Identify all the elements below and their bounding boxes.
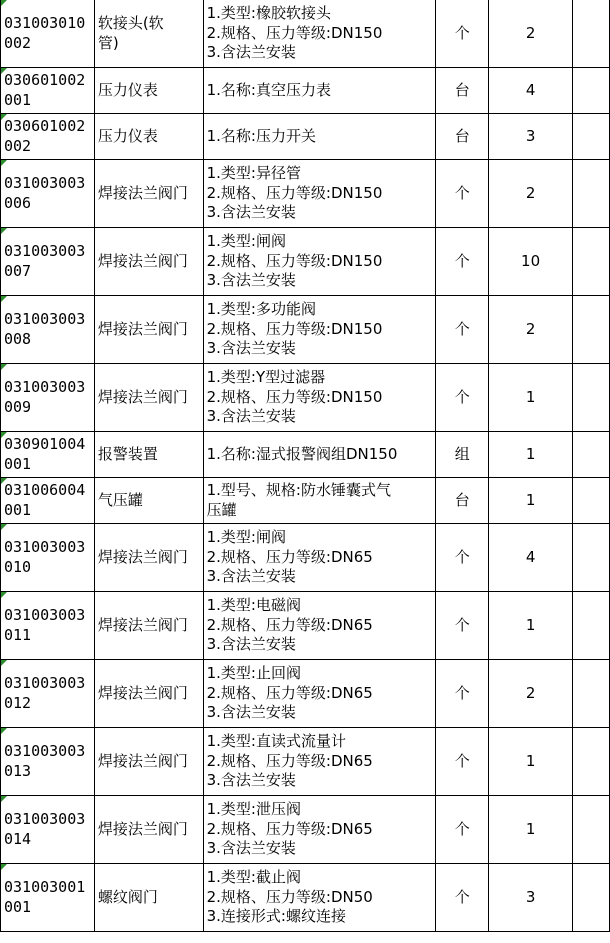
item-features-text: 1.类型:闸阀 2.规格、压力等级:DN150 3.含法兰安装 xyxy=(206,232,383,290)
item-code-cell[interactable] xyxy=(1,68,95,114)
item-code-text: 031003003 009 xyxy=(4,378,86,416)
item-name-text: 焊接法兰阀门 xyxy=(97,547,188,566)
item-name-text: 螺纹阀门 xyxy=(97,887,158,906)
table-row[interactable] xyxy=(1,160,610,228)
quantity-text: 3 xyxy=(525,126,536,145)
table-row[interactable] xyxy=(1,660,610,728)
unit-text: 个 xyxy=(454,319,470,338)
unit-cell[interactable] xyxy=(436,296,489,364)
cell-marker-icon xyxy=(1,114,7,120)
item-features-text: 1.类型:多功能阀 2.规格、压力等级:DN150 3.含法兰安装 xyxy=(206,300,383,358)
unit-text: 个 xyxy=(454,751,470,770)
quantity-text: 2 xyxy=(525,183,536,202)
item-features-text: 1.类型:直读式流量计 2.规格、压力等级:DN65 3.含法兰安装 xyxy=(206,732,373,790)
unit-text: 个 xyxy=(454,183,470,202)
table-row[interactable] xyxy=(1,864,610,932)
blank-cell[interactable] xyxy=(573,864,610,932)
item-features-text: 1.类型:橡胶软接头 2.规格、压力等级:DN150 3.含法兰安装 xyxy=(206,4,383,62)
item-features-text: 1.类型:Y型过滤器 2.规格、压力等级:DN150 3.含法兰安装 xyxy=(206,368,383,426)
item-name-text: 压力仪表 xyxy=(97,80,158,99)
unit-cell[interactable] xyxy=(436,0,489,68)
item-name-cell[interactable] xyxy=(94,660,203,728)
unit-text: 个 xyxy=(454,547,470,566)
item-features-text: 1.名称:湿式报警阀组DN150 xyxy=(206,444,398,463)
item-code-text: 031003003 011 xyxy=(4,606,86,644)
item-code-text: 031003003 007 xyxy=(4,242,86,280)
item-code-text: 031003003 006 xyxy=(4,174,86,212)
item-features-cell[interactable] xyxy=(203,68,436,114)
item-name-text: 焊接法兰阀门 xyxy=(97,183,188,202)
item-name-cell[interactable] xyxy=(94,228,203,296)
item-code-cell[interactable] xyxy=(1,0,95,68)
item-code-text: 031003003 008 xyxy=(4,310,86,348)
quantity-text: 4 xyxy=(525,547,536,566)
item-code-text: 030601002 001 xyxy=(4,71,86,109)
blank-cell[interactable] xyxy=(573,592,610,660)
cell-marker-icon xyxy=(1,364,7,370)
item-features-cell[interactable] xyxy=(203,478,436,524)
item-features-cell[interactable] xyxy=(203,592,436,660)
item-features-text: 1.类型:异径管 2.规格、压力等级:DN150 3.含法兰安装 xyxy=(206,164,383,222)
item-code-cell[interactable] xyxy=(1,864,95,932)
quantity-cell[interactable] xyxy=(489,432,573,478)
unit-cell[interactable] xyxy=(436,728,489,796)
item-code-text: 031003003 013 xyxy=(4,742,86,780)
item-features-text: 1.名称:真空压力表 xyxy=(206,80,331,99)
item-features-cell[interactable] xyxy=(203,114,436,160)
table-row[interactable] xyxy=(1,432,610,478)
table-row[interactable] xyxy=(1,114,610,160)
unit-cell[interactable] xyxy=(436,432,489,478)
quantity-cell[interactable] xyxy=(489,592,573,660)
quantity-text: 1 xyxy=(525,819,536,838)
item-name-cell[interactable] xyxy=(94,160,203,228)
cell-marker-icon xyxy=(1,160,7,166)
item-name-text: 焊接法兰阀门 xyxy=(97,387,188,406)
cell-marker-icon xyxy=(1,68,7,74)
quantity-cell[interactable] xyxy=(489,0,573,68)
item-features-cell[interactable] xyxy=(203,524,436,592)
item-features-cell[interactable] xyxy=(203,864,436,932)
blank-cell[interactable] xyxy=(573,478,610,524)
item-code-text: 031003003 014 xyxy=(4,810,86,848)
item-name-cell[interactable] xyxy=(94,68,203,114)
item-code-text: 031006004 001 xyxy=(4,481,86,519)
item-features-text: 1.类型:止回阀 2.规格、压力等级:DN65 3.含法兰安装 xyxy=(206,664,373,722)
blank-cell[interactable] xyxy=(573,0,610,68)
quantity-text: 10 xyxy=(521,251,541,270)
item-name-cell[interactable] xyxy=(94,864,203,932)
unit-text: 组 xyxy=(454,444,470,463)
unit-cell[interactable] xyxy=(436,160,489,228)
unit-text: 台 xyxy=(454,126,470,145)
item-name-cell[interactable] xyxy=(94,592,203,660)
item-features-text: 1.类型:泄压阀 2.规格、压力等级:DN65 3.含法兰安装 xyxy=(206,800,373,858)
item-code-text: 031003003 010 xyxy=(4,538,86,576)
table-row[interactable] xyxy=(1,478,610,524)
cell-marker-icon xyxy=(1,728,7,734)
cell-marker-icon xyxy=(1,524,7,530)
unit-text: 台 xyxy=(454,490,470,509)
item-code-cell[interactable] xyxy=(1,364,95,432)
unit-cell[interactable] xyxy=(436,478,489,524)
blank-cell[interactable] xyxy=(573,524,610,592)
item-code-text: 030901004 001 xyxy=(4,435,86,473)
table-row[interactable] xyxy=(1,796,610,864)
quantity-cell[interactable] xyxy=(489,660,573,728)
item-code-cell[interactable] xyxy=(1,524,95,592)
blank-cell[interactable] xyxy=(573,364,610,432)
item-features-cell[interactable] xyxy=(203,0,436,68)
item-code-text: 031003003 012 xyxy=(4,674,86,712)
table-row[interactable] xyxy=(1,296,610,364)
quantity-text: 1 xyxy=(525,490,536,509)
quantity-cell[interactable] xyxy=(489,728,573,796)
blank-cell[interactable] xyxy=(573,114,610,160)
item-code-cell[interactable] xyxy=(1,296,95,364)
quantity-cell[interactable] xyxy=(489,68,573,114)
quantity-cell[interactable] xyxy=(489,478,573,524)
item-code-cell[interactable] xyxy=(1,660,95,728)
item-name-cell[interactable] xyxy=(94,364,203,432)
cell-marker-icon xyxy=(1,660,7,666)
quantity-text: 1 xyxy=(525,615,536,634)
table-row[interactable] xyxy=(1,524,610,592)
item-name-text: 焊接法兰阀门 xyxy=(97,683,188,702)
quantity-cell[interactable] xyxy=(489,364,573,432)
cell-marker-icon xyxy=(1,478,7,484)
item-features-text: 1.型号、规格:防水锤囊式气 压罐 xyxy=(206,481,391,519)
item-name-text: 焊接法兰阀门 xyxy=(97,819,188,838)
cell-marker-icon xyxy=(1,228,7,234)
item-features-text: 1.类型:电磁阀 2.规格、压力等级:DN65 3.含法兰安装 xyxy=(206,596,373,654)
item-features-cell[interactable] xyxy=(203,432,436,478)
blank-cell[interactable] xyxy=(573,160,610,228)
cell-marker-icon xyxy=(1,296,7,302)
blank-cell[interactable] xyxy=(573,296,610,364)
quantity-cell[interactable] xyxy=(489,296,573,364)
quantity-cell[interactable] xyxy=(489,796,573,864)
item-features-cell[interactable] xyxy=(203,728,436,796)
unit-cell[interactable] xyxy=(436,864,489,932)
unit-text: 个 xyxy=(454,615,470,634)
item-name-text: 气压罐 xyxy=(97,490,143,509)
blank-cell[interactable] xyxy=(573,228,610,296)
quantity-text: 4 xyxy=(525,80,536,99)
unit-text: 个 xyxy=(454,683,470,702)
quantity-cell[interactable] xyxy=(489,864,573,932)
item-features-text: 1.类型:闸阀 2.规格、压力等级:DN65 3.含法兰安装 xyxy=(206,528,373,586)
item-code-text: 030601002 002 xyxy=(4,117,86,155)
blank-cell[interactable] xyxy=(573,728,610,796)
item-code-cell[interactable] xyxy=(1,228,95,296)
item-name-text: 软接头(软 管) xyxy=(97,14,164,52)
item-code-cell[interactable] xyxy=(1,432,95,478)
quantity-cell[interactable] xyxy=(489,160,573,228)
quantity-text: 1 xyxy=(525,751,536,770)
unit-text: 个 xyxy=(454,251,470,270)
quantity-text: 3 xyxy=(525,887,536,906)
item-features-cell[interactable] xyxy=(203,228,436,296)
item-name-text: 焊接法兰阀门 xyxy=(97,615,188,634)
item-code-cell[interactable] xyxy=(1,592,95,660)
quantity-text: 2 xyxy=(525,683,536,702)
unit-cell[interactable] xyxy=(436,68,489,114)
cell-marker-icon xyxy=(1,592,7,598)
blank-cell[interactable] xyxy=(573,432,610,478)
table-row[interactable] xyxy=(1,592,610,660)
unit-cell[interactable] xyxy=(436,796,489,864)
unit-cell[interactable] xyxy=(436,364,489,432)
item-features-cell[interactable] xyxy=(203,296,436,364)
blank-cell[interactable] xyxy=(573,660,610,728)
table-row[interactable] xyxy=(1,0,610,68)
item-name-cell[interactable] xyxy=(94,114,203,160)
item-name-cell[interactable] xyxy=(94,478,203,524)
item-features-cell[interactable] xyxy=(203,660,436,728)
blank-cell[interactable] xyxy=(573,796,610,864)
quantity-cell[interactable] xyxy=(489,524,573,592)
quantity-cell[interactable] xyxy=(489,228,573,296)
unit-text: 个 xyxy=(454,887,470,906)
table-row[interactable] xyxy=(1,728,610,796)
item-name-text: 焊接法兰阀门 xyxy=(97,251,188,270)
cell-marker-icon xyxy=(1,864,7,870)
item-name-cell[interactable] xyxy=(94,524,203,592)
item-name-text: 焊接法兰阀门 xyxy=(97,319,188,338)
item-name-text: 焊接法兰阀门 xyxy=(97,751,188,770)
item-code-cell[interactable] xyxy=(1,114,95,160)
item-name-cell[interactable] xyxy=(94,0,203,68)
cell-marker-icon xyxy=(1,432,7,438)
quantity-text: 1 xyxy=(525,387,536,406)
item-code-cell[interactable] xyxy=(1,796,95,864)
unit-text: 个 xyxy=(454,387,470,406)
table-body xyxy=(1,0,610,932)
item-features-text: 1.类型:截止阀 2.规格、压力等级:DN50 3.连接形式:螺纹连接 xyxy=(206,868,373,926)
unit-text: 个 xyxy=(454,23,470,42)
item-code-text: 031003001 001 xyxy=(4,878,86,916)
quantity-text: 2 xyxy=(525,23,536,42)
item-name-cell[interactable] xyxy=(94,296,203,364)
unit-text: 个 xyxy=(454,819,470,838)
unit-cell[interactable] xyxy=(436,592,489,660)
table-row[interactable] xyxy=(1,364,610,432)
item-name-cell[interactable] xyxy=(94,796,203,864)
item-name-text: 报警装置 xyxy=(97,444,158,463)
quantity-text: 1 xyxy=(525,444,536,463)
table-row[interactable] xyxy=(1,228,610,296)
item-features-cell[interactable] xyxy=(203,364,436,432)
unit-text: 台 xyxy=(454,80,470,99)
item-name-cell[interactable] xyxy=(94,728,203,796)
table-row[interactable] xyxy=(1,68,610,114)
item-name-text: 压力仪表 xyxy=(97,126,158,145)
cell-marker-icon xyxy=(1,0,7,6)
unit-cell[interactable] xyxy=(436,660,489,728)
quantity-text: 2 xyxy=(525,319,536,338)
unit-cell[interactable] xyxy=(436,228,489,296)
unit-cell[interactable] xyxy=(436,524,489,592)
blank-cell[interactable] xyxy=(573,68,610,114)
item-name-cell[interactable] xyxy=(94,432,203,478)
cell-marker-icon xyxy=(1,796,7,802)
item-features-cell[interactable] xyxy=(203,160,436,228)
item-code-cell[interactable] xyxy=(1,728,95,796)
item-code-cell[interactable] xyxy=(1,478,95,524)
item-code-cell[interactable] xyxy=(1,160,95,228)
item-features-text: 1.名称:压力开关 xyxy=(206,126,316,145)
unit-cell[interactable] xyxy=(436,114,489,160)
item-features-cell[interactable] xyxy=(203,796,436,864)
quantity-cell[interactable] xyxy=(489,114,573,160)
item-code-text: 031003010 002 xyxy=(4,14,86,52)
